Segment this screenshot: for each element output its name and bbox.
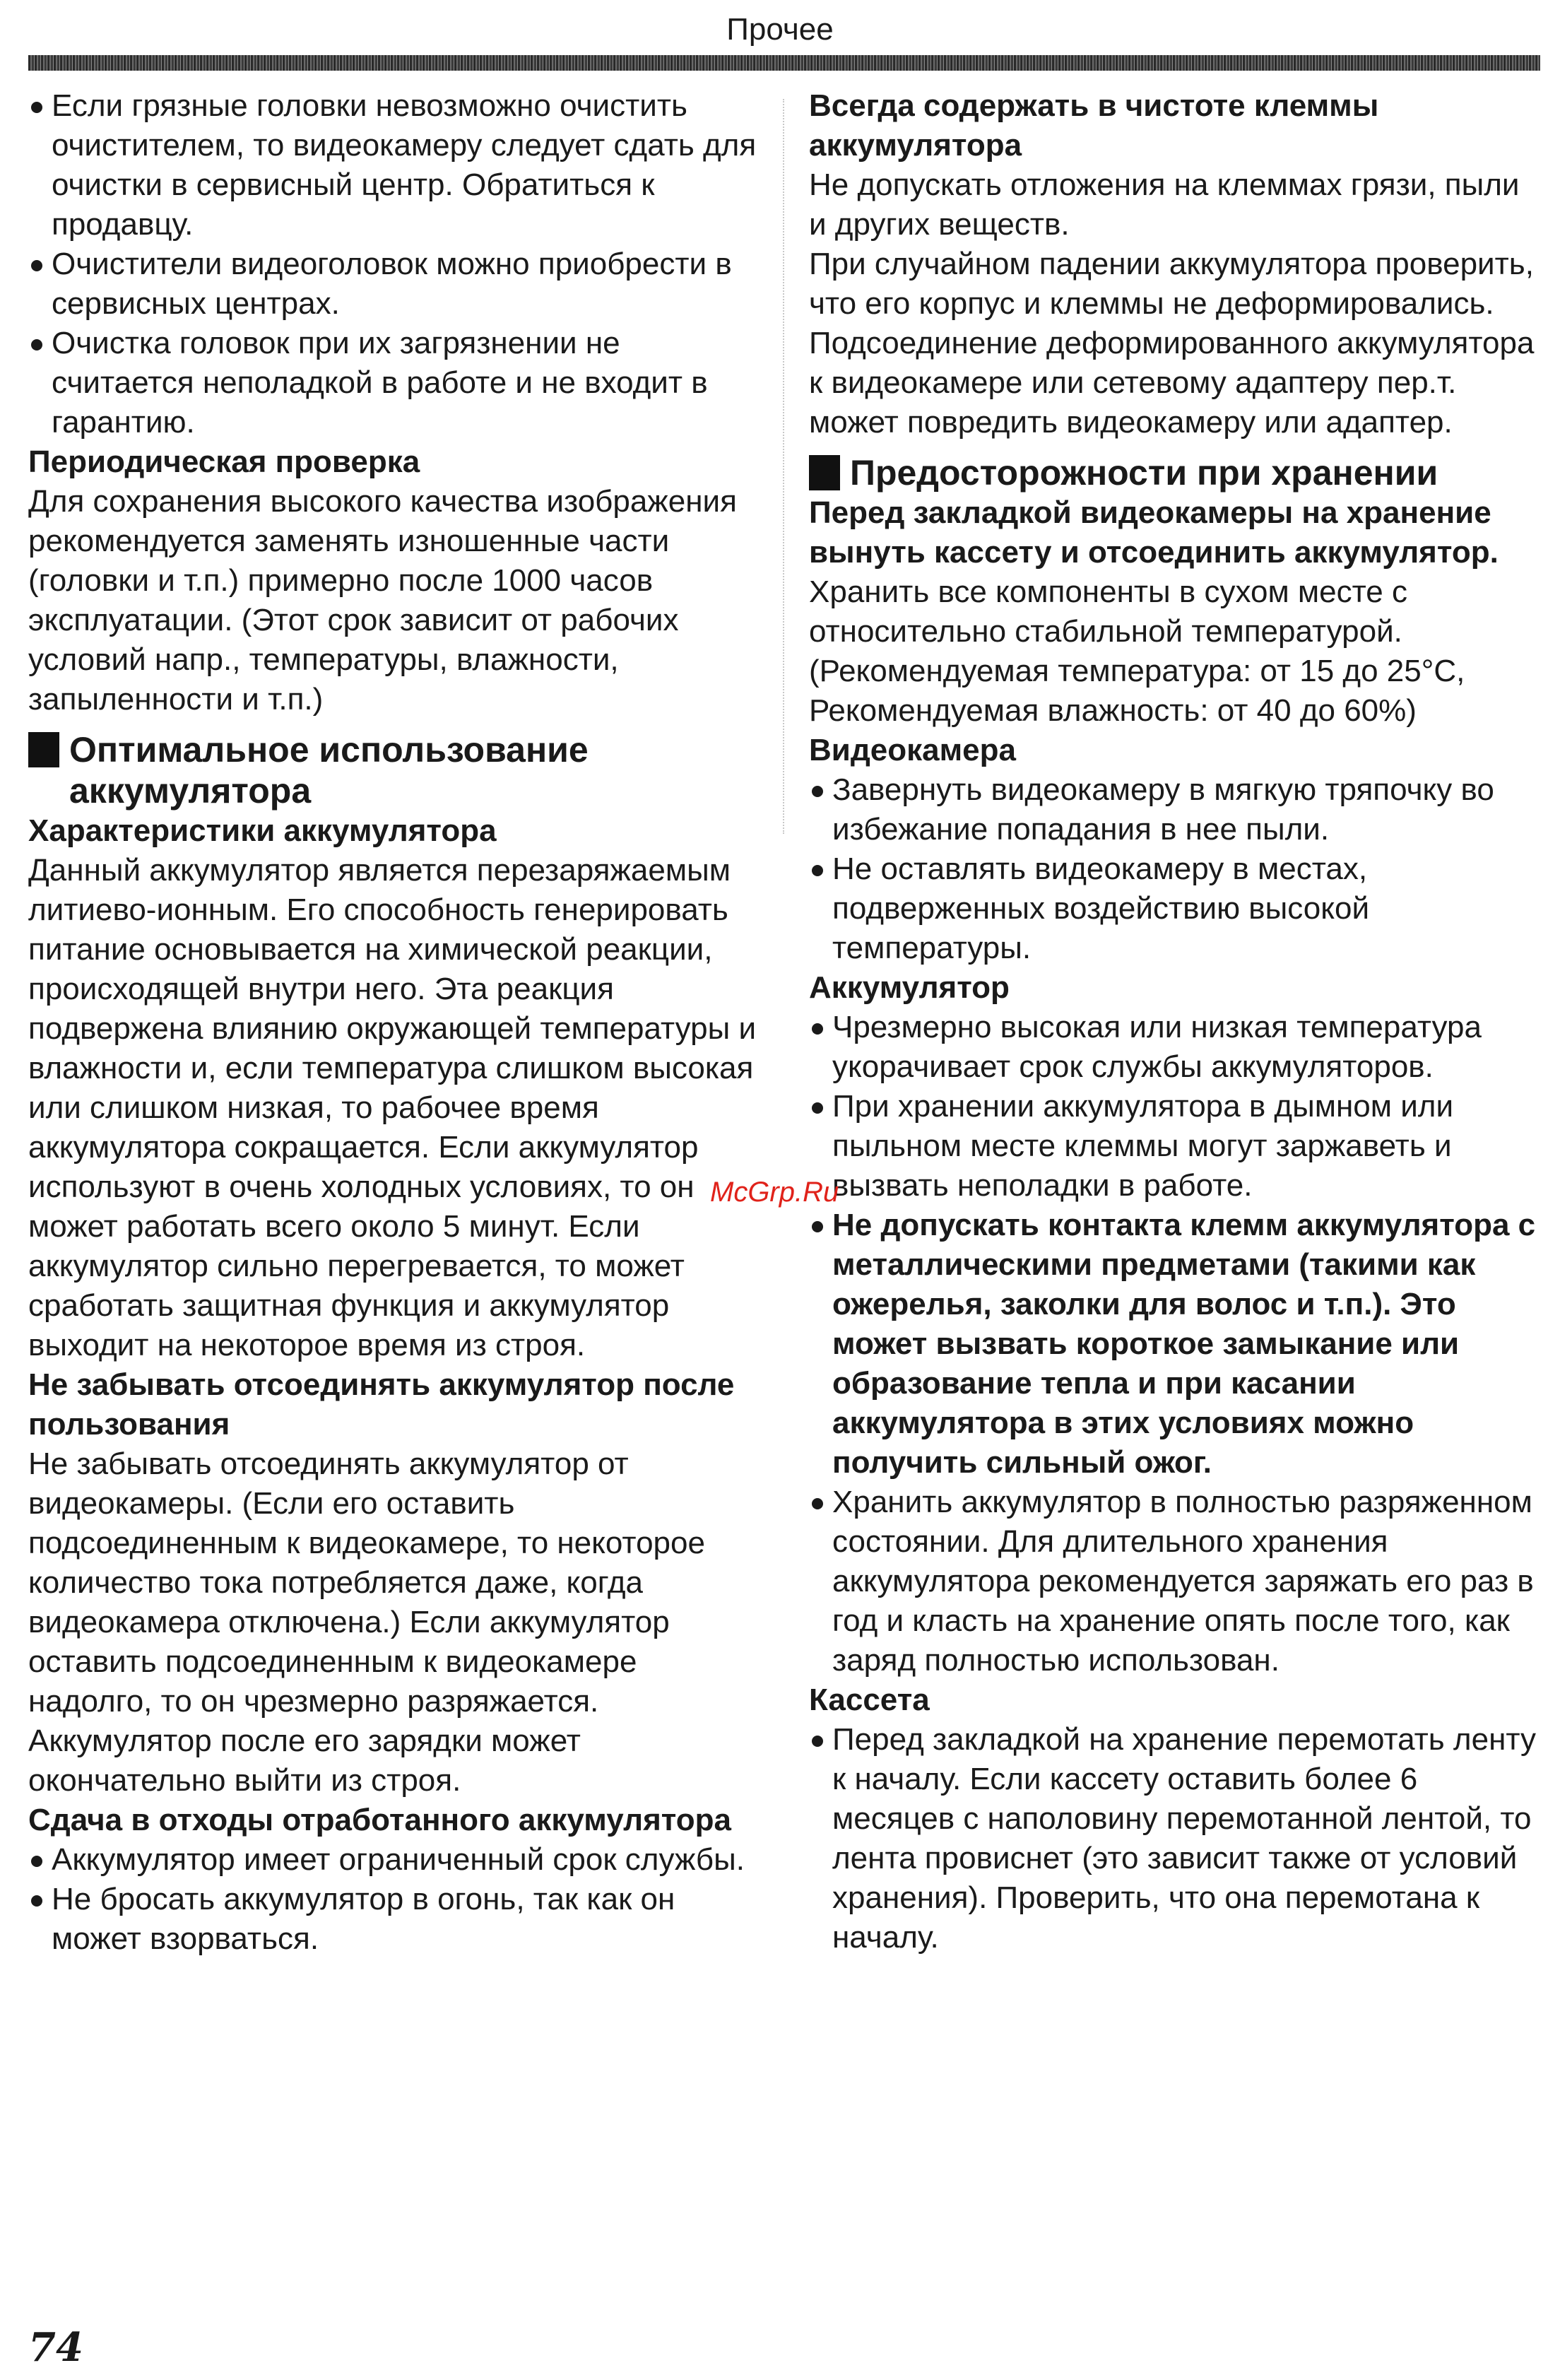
bullet-icon xyxy=(812,1498,823,1509)
cassette-title: Кассета xyxy=(809,1683,930,1717)
terminals-title: Всегда содержать в чистоте клеммы аккумулятора xyxy=(809,88,1379,163)
column-divider xyxy=(783,99,784,834)
list-item: Не оставлять видеокамеру в местах, подверженных воздействию высокой температуры. xyxy=(809,849,1544,968)
list-item: При хранении аккумулятора в дымном или пыльном месте клеммы могут заржаветь и вызвать неполадки в работе. xyxy=(809,1087,1544,1206)
list-item: Очистители видеоголовок можно приобрести в сервисных центрах. xyxy=(28,245,763,324)
right-column xyxy=(809,86,1544,1957)
storage-intro-text: Хранить все компоненты в сухом месте с относительно стабильной температурой. xyxy=(809,575,1407,649)
storage-intro-bold: Перед закладкой видеокамеры на хранение вынуть кассету и отсоединить аккумулятор. xyxy=(809,495,1499,570)
camera-storage-list xyxy=(809,770,1544,968)
camera-title: Видеокамера xyxy=(809,733,1016,767)
battery-disposal-list xyxy=(28,1840,763,1959)
list-item: Не бросать аккумулятор в огонь, так как он может взорваться. xyxy=(28,1880,763,1959)
terminals-paragraph: Не допускать отложения на клеммах грязи, пыли и других веществ. xyxy=(809,167,1520,242)
page-header-title: Прочее xyxy=(726,12,834,47)
bullet-icon xyxy=(812,1023,823,1035)
list-item: Очистка головок при их загрязнении не считается неполадкой в работе и не входит в гарантию. xyxy=(28,324,763,442)
list-item: Хранить аккумулятор в полностью разряженном состоянии. Для длительного хранения аккумулятора рекомендуется заряжать его раз в год и класть на хранение опять после того, как заряд полностью использован. xyxy=(809,1483,1544,1680)
list-item: Завернуть видеокамеру в мягкую тряпочку во избежание попадания в нее пыли. xyxy=(809,770,1544,849)
watermark-link[interactable]: McGrp.Ru xyxy=(710,1177,839,1208)
list-item: Перед закладкой на хранение перемотать ленту к началу. Если кассету оставить более 6 месяцев с наполовину перемотанной лентой, то лента провиснет (это зависит также от условий хранения). Проверить, что она перемотана к началу. xyxy=(809,1720,1544,1957)
periodic-check-text: Для сохранения высокого качества изображения рекомендуется заменять изношенные части (головки и т.п.) примерно после 1000 часов эксплуатации. (Этот срок зависит от рабочих условий напр., температуры, влажности, запыленности и т.п.) xyxy=(28,484,737,717)
battery-section-heading xyxy=(28,729,763,811)
bullet-icon xyxy=(812,865,823,876)
section-square-icon xyxy=(809,455,840,490)
battery-disconnect-text: Не забывать отсоединять аккумулятор от видеокамеры. (Если его оставить подсоединенным к видеокамере, то некоторое количество тока потребляется даже, когда видеокамера отключена.) Если аккумулятор оставить подсоединенным к видеокамере надолго, то он чрезмерно разряжается. Аккумулятор после его зарядки может окончательно выйти из строя. xyxy=(28,1447,705,1798)
page-number: 74 xyxy=(28,2324,83,2371)
list-item: Аккумулятор имеет ограниченный срок службы. xyxy=(28,1840,763,1880)
cassette-storage-list xyxy=(809,1720,1544,1957)
bullet-icon xyxy=(812,1102,823,1114)
bullet-icon xyxy=(31,1856,42,1867)
periodic-check-title: Периодическая проверка xyxy=(28,444,420,479)
section-square-icon xyxy=(28,732,59,767)
storage-section-title: Предосторожности при хранении xyxy=(850,453,1438,493)
header-rule xyxy=(28,55,1540,71)
battery-section-title: Оптимальное использование аккумулятора xyxy=(69,730,589,811)
list-item: Чрезмерно высокая или низкая температура укорачивает срок службы аккумуляторов. xyxy=(809,1008,1544,1087)
bullet-icon xyxy=(31,1895,42,1907)
bullet-icon xyxy=(31,102,42,113)
battery-characteristics-text: Данный аккумулятор является перезаряжаемым литиево-ионным. Его способность генерировать питание основывается на химической реакции, происходящей внутри него. Эта реакция подвержена влиянию окружающей температуры и влажности и, если температура слишком высокая или слишком низкая, то рабочее время аккумулятора сокращается. Если аккумулятор используют в очень холодных условиях, то он может работать всего около 5 минут. Если аккумулятор сильно перегревается, то может сработать защитная функция и аккумулятор выходит на некоторое время из строя. xyxy=(28,853,757,1362)
bullet-icon xyxy=(812,786,823,797)
bullet-icon xyxy=(31,339,42,350)
battery-storage-list xyxy=(809,1008,1544,1680)
battery-characteristics-title: Характеристики аккумулятора xyxy=(28,813,497,848)
bullet-icon xyxy=(812,1221,823,1232)
list-item: Если грязные головки невозможно очистить очистителем, то видеокамеру следует сдать для очистки в сервисный центр. Обратиться к продавцу. xyxy=(28,86,763,245)
cleaning-notes-list xyxy=(28,86,763,442)
left-column xyxy=(28,86,763,1959)
bullet-icon xyxy=(812,1736,823,1747)
battery-disposal-title: Сдача в отходы отработанного аккумулятора xyxy=(28,1803,731,1837)
terminals-paragraph: Подсоединение деформированного аккумулятора к видеокамере или сетевому адаптеру пер.т. может повредить видеокамеру или адаптер. xyxy=(809,326,1535,440)
battery-disconnect-title: Не забывать отсоединять аккумулятор после пользования xyxy=(28,1367,735,1442)
recommended-temperature: (Рекомендуемая температура: от 15 до 25°C, xyxy=(809,654,1465,688)
storage-section-heading xyxy=(809,452,1544,493)
recommended-humidity: Рекомендуемая влажность: от 40 до 60%) xyxy=(809,693,1417,728)
bullet-icon xyxy=(31,260,42,271)
battery-warning-item: Не допускать контакта клемм аккумулятора с металлическими предметами (такими как ожерелья, заколки для волос и т.п.). Это может вызвать короткое замыкание или образование тепла и при касании аккумулятора в этих условиях можно получить сильный ожог. xyxy=(809,1206,1544,1483)
terminals-paragraph: При случайном падении аккумулятора проверить, что его корпус и клеммы не деформировались. xyxy=(809,247,1534,321)
battery-storage-title: Аккумулятор xyxy=(809,970,1010,1005)
